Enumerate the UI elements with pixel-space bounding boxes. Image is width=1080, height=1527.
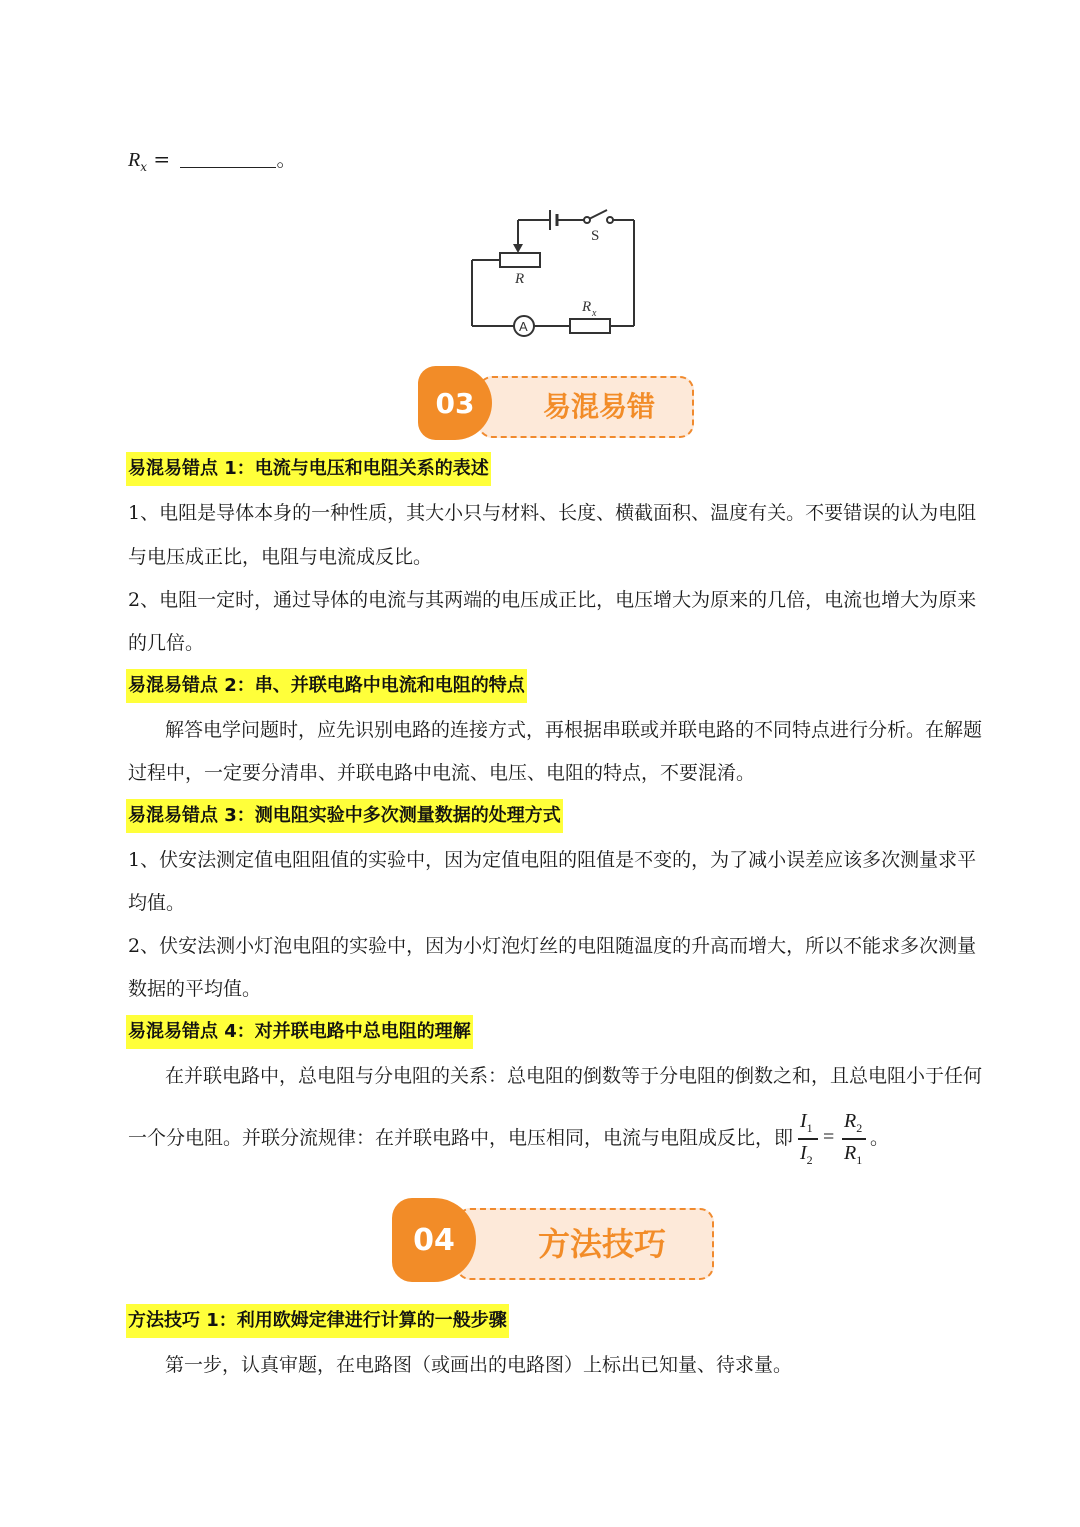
paragraph-line: 1、伏安法测定值电阻阻值的实验中，因为定值电阻的阻值是不变的，为了减小误差应该多次测量求平 bbox=[128, 849, 977, 871]
paragraph-line: 过程中，一定要分清串、并联电路中电流、电压、电阻的特点，不要混淆。 bbox=[128, 762, 756, 784]
rx-label-sub: x bbox=[592, 308, 597, 319]
equals-sign: = bbox=[153, 147, 171, 171]
section-number: 03 bbox=[418, 366, 492, 440]
heading-mistake-2: 易混易错点 2：串、并联电路中电流和电阻的特点 bbox=[126, 669, 527, 703]
rheostat-label: R bbox=[515, 271, 525, 287]
ratio-formula bbox=[798, 1110, 868, 1170]
paragraph-line: 均值。 bbox=[128, 892, 186, 914]
rx-formula bbox=[128, 146, 296, 180]
paragraph-line: 第一步，认真审题，在电路图（或画出的电路图）上标出已知量、待求量。 bbox=[165, 1354, 793, 1376]
section-04-badge bbox=[392, 1198, 714, 1282]
heading-mistake-3: 易混易错点 3：测电阻实验中多次测量数据的处理方式 bbox=[126, 799, 563, 833]
heading-mistake-4: 易混易错点 4：对并联电路中总电阻的理解 bbox=[126, 1015, 473, 1049]
denominator-right: $R_1$ bbox=[844, 1142, 863, 1167]
rheostat bbox=[500, 253, 540, 267]
paragraph-line: 一个分电阻。并联分流规律：在并联电路中，电压相同，电流与电阻成反比，即 bbox=[128, 1127, 794, 1149]
paragraph-line: 数据的平均值。 bbox=[128, 978, 262, 1000]
rx-label: R bbox=[582, 299, 592, 315]
period: 。 bbox=[276, 147, 297, 171]
ammeter-label: A bbox=[519, 319, 528, 334]
circuit-diagram bbox=[460, 200, 650, 345]
switch-lever bbox=[589, 210, 607, 219]
paragraph-line: 1、电阻是导体本身的一种性质，其大小只与材料、长度、横截面积、温度有关。不要错误的认为电阻 bbox=[128, 502, 977, 524]
slider-arrow bbox=[513, 244, 523, 253]
rx-symbol: R bbox=[128, 149, 141, 171]
rx-subscript: x bbox=[140, 160, 147, 174]
fraction-bar-right bbox=[842, 1138, 866, 1140]
section-03-badge bbox=[418, 366, 694, 440]
paragraph-line: 在并联电路中，总电阻与分电阻的关系：总电阻的倒数等于分电阻的倒数之和，且总电阻小于任何 bbox=[165, 1065, 983, 1087]
numerator-left: $I_1$ bbox=[800, 1110, 813, 1135]
section-number: 04 bbox=[392, 1198, 476, 1282]
answer-blank[interactable] bbox=[180, 149, 276, 168]
paragraph-line: 的几倍。 bbox=[128, 632, 205, 654]
formula-period: 。 bbox=[870, 1127, 890, 1149]
paragraph-line: 2、伏安法测小灯泡电阻的实验中，因为小灯泡灯丝的电阻随温度的升高而增大，所以不能求多次测量 bbox=[128, 935, 977, 957]
ratio-equals: = bbox=[823, 1126, 835, 1148]
switch-contact-right bbox=[607, 217, 613, 223]
denominator-left: $I_2$ bbox=[800, 1142, 813, 1167]
paragraph-line: 2、电阻一定时，通过导体的电流与其两端的电压成正比，电压增大为原来的几倍，电流也增大为原来 bbox=[128, 589, 977, 611]
resistor-rx bbox=[570, 319, 610, 333]
switch-label: S bbox=[591, 228, 600, 244]
paragraph-line: 与电压成正比，电阻与电流成反比。 bbox=[128, 546, 433, 568]
paragraph-line: 解答电学问题时，应先识别电路的连接方式，再根据串联或并联电路的不同特点进行分析。在解题 bbox=[165, 719, 983, 741]
heading-method-1: 方法技巧 1：利用欧姆定律进行计算的一般步骤 bbox=[126, 1304, 509, 1338]
heading-mistake-1: 易混易错点 1：电流与电压和电阻关系的表述 bbox=[126, 452, 491, 486]
fraction-bar-left bbox=[798, 1138, 818, 1140]
section-title: 方法技巧 bbox=[537, 1225, 666, 1263]
section-title: 易混易错 bbox=[542, 390, 655, 423]
numerator-right: $R_2$ bbox=[844, 1110, 863, 1135]
